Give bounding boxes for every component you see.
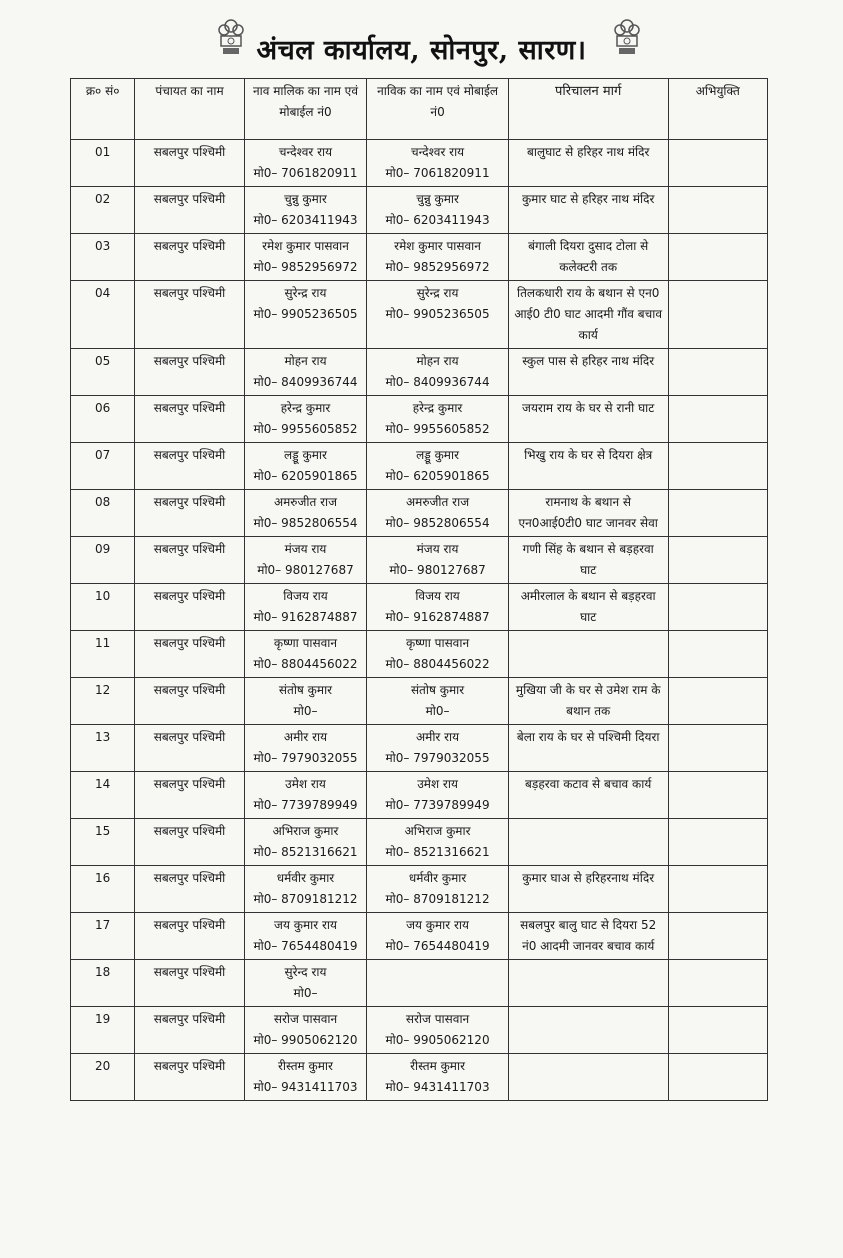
owner-mobile: मो0– 9852806554 (253, 516, 358, 530)
serial-number: 18 (94, 965, 111, 979)
route-text: बंगाली दियरा दुसाद टोला से कलेक्टरी तक (528, 239, 649, 274)
cell-panchayat (135, 960, 244, 1007)
cell-owner (244, 443, 367, 490)
table-row (71, 960, 768, 1007)
serial-number: 04 (94, 286, 111, 300)
cell-navik (367, 490, 509, 537)
cell-owner (244, 349, 367, 396)
navik-name: सुरेन्द्र राय (416, 286, 459, 300)
table-row (71, 537, 768, 584)
owner-name: सुरेन्द राय (284, 965, 327, 979)
cell-navik (367, 819, 509, 866)
cell-navik (367, 584, 509, 631)
owner-mobile: मो0– (293, 704, 318, 718)
cell-serial-number (71, 140, 135, 187)
cell-owner (244, 187, 367, 234)
table-row (71, 866, 768, 913)
cell-panchayat (135, 866, 244, 913)
cell-route (508, 490, 668, 537)
cell-remarks (668, 349, 767, 396)
owner-mobile: मो0– 9852956972 (253, 260, 358, 274)
serial-number: 13 (94, 730, 111, 744)
owner-mobile: मो0– 7061820911 (253, 166, 358, 180)
cell-owner (244, 1007, 367, 1054)
panchayat-name: सबलपुर पश्चिमी (153, 871, 226, 885)
route-text: सबलपुर बालु घाट से दियरा 52 नं0 आदमी जानवर बचाव कार्य (520, 918, 657, 953)
panchayat-name: सबलपुर पश्चिमी (153, 542, 226, 556)
navik-name: चन्देश्वर राय (410, 145, 465, 159)
cell-remarks (668, 187, 767, 234)
navik-mobile: मो0– 9431411703 (385, 1080, 490, 1094)
navik-name: रीस्तम कुमार (410, 1059, 466, 1073)
cell-panchayat (135, 772, 244, 819)
cell-owner (244, 631, 367, 678)
navik-name: अमीर राय (415, 730, 460, 744)
cell-navik (367, 140, 509, 187)
table-row (71, 1054, 768, 1101)
table-row (71, 396, 768, 443)
route-text: स्कुल पास से हरिहर नाथ मंदिर (522, 354, 655, 368)
navik-name: कृष्णा पासवान (405, 636, 470, 650)
cell-route (508, 772, 668, 819)
cell-navik (367, 772, 509, 819)
navik-mobile: मो0– 7739789949 (385, 798, 490, 812)
navik-mobile: मो0– (425, 704, 450, 718)
panchayat-name: सबलपुर पश्चिमी (153, 1012, 226, 1026)
route-text: बड़हरवा कटाव से बचाव कार्य (525, 777, 652, 791)
navik-mobile: मो0– 9955605852 (385, 422, 490, 436)
serial-number: 08 (94, 495, 111, 509)
owner-mobile: मो0– 8521316621 (253, 845, 358, 859)
navik-name: लड्डू कुमार (416, 448, 459, 462)
owner-mobile: मो0– 9431411703 (253, 1080, 358, 1094)
cell-panchayat (135, 1007, 244, 1054)
cell-panchayat (135, 1054, 244, 1101)
cell-serial-number (71, 234, 135, 281)
header-route: परिचालन मार्ग (508, 79, 668, 140)
cell-route (508, 443, 668, 490)
route-text: तिलकधारी राय के बथान से एन0 आई0 टी0 घाट आदमी गौंव बचाव कार्य (514, 286, 662, 342)
cell-remarks (668, 396, 767, 443)
serial-number: 12 (94, 683, 111, 697)
cell-route (508, 396, 668, 443)
panchayat-name: सबलपुर पश्चिमी (153, 777, 226, 791)
serial-number: 09 (94, 542, 111, 556)
owner-name: सुरेन्द्र राय (284, 286, 327, 300)
table-row (71, 140, 768, 187)
cell-panchayat (135, 281, 244, 349)
cell-navik (367, 234, 509, 281)
navik-mobile: मो0– 9852956972 (385, 260, 490, 274)
panchayat-name: सबलपुर पश्चिमी (153, 1059, 226, 1073)
cell-serial-number (71, 349, 135, 396)
panchayat-name: सबलपुर पश्चिमी (153, 448, 226, 462)
route-text: अमीरलाल के बथान से बड़हरवा घाट (520, 589, 656, 624)
panchayat-name: सबलपुर पश्चिमी (153, 965, 226, 979)
cell-navik (367, 960, 509, 1007)
owner-name: अभिराज कुमार (272, 824, 339, 838)
navik-name: मंजय राय (416, 542, 459, 556)
panchayat-name: सबलपुर पश्चिमी (153, 192, 226, 206)
cell-remarks (668, 281, 767, 349)
navik-mobile: मो0– 6205901865 (385, 469, 490, 483)
cell-serial-number (71, 537, 135, 584)
cell-remarks (668, 234, 767, 281)
cell-navik (367, 678, 509, 725)
navik-name: रमेश कुमार पासवान (394, 239, 481, 253)
table-row (71, 490, 768, 537)
cell-route (508, 1007, 668, 1054)
document-title: अंचल कार्यालय, सोनपुर, सारण। (256, 35, 587, 66)
navik-name: संतोष कुमार (410, 683, 465, 697)
cell-serial-number (71, 281, 135, 349)
route-text: कुमार घाट से हरिहर नाथ मंदिर (521, 192, 655, 206)
navik-mobile: मो0– 8521316621 (385, 845, 490, 859)
cell-remarks (668, 772, 767, 819)
cell-owner (244, 281, 367, 349)
route-text: बेला राय के घर से पश्चिमी दियरा (516, 730, 660, 744)
serial-number: 07 (94, 448, 111, 462)
cell-serial-number (71, 1007, 135, 1054)
route-text: जयराम राय के घर से रानी घाट (522, 401, 655, 415)
owner-mobile: मो0– 8804456022 (253, 657, 358, 671)
serial-number: 20 (94, 1059, 111, 1073)
cell-navik (367, 281, 509, 349)
cell-panchayat (135, 584, 244, 631)
header-navik: नाविक का नाम एवं मोबाईल नं0 (367, 79, 509, 140)
table-row (71, 725, 768, 772)
owner-mobile: मो0– 9905236505 (253, 307, 358, 321)
panchayat-name: सबलपुर पश्चिमी (153, 589, 226, 603)
cell-owner (244, 1054, 367, 1101)
cell-remarks (668, 678, 767, 725)
table-row (71, 913, 768, 960)
table-row (71, 678, 768, 725)
navik-mobile: मो0– 6203411943 (385, 213, 490, 227)
route-text: रामनाथ के बथान से एन0आई0टी0 घाट जानवर सेवा (518, 495, 658, 530)
owner-mobile: मो0– 9905062120 (253, 1033, 358, 1047)
cell-owner (244, 537, 367, 584)
cell-panchayat (135, 725, 244, 772)
serial-number: 19 (94, 1012, 111, 1026)
navik-name: अमरुजीत राज (406, 495, 470, 509)
owner-name: रीस्तम कुमार (278, 1059, 333, 1073)
cell-owner (244, 234, 367, 281)
navik-name: अभिराज कुमार (404, 824, 471, 838)
navik-mobile: मो0– 9852806554 (385, 516, 490, 530)
cell-route (508, 584, 668, 631)
cell-serial-number (71, 396, 135, 443)
owner-mobile: मो0– 6203411943 (253, 213, 358, 227)
table-row (71, 443, 768, 490)
table-row (71, 187, 768, 234)
navik-mobile: मो0– 7979032055 (385, 751, 490, 765)
owner-name: मंजय राय (284, 542, 327, 556)
cell-serial-number (71, 772, 135, 819)
owner-name: जय कुमार राय (274, 918, 337, 932)
panchayat-name: सबलपुर पश्चिमी (153, 354, 226, 368)
header-serial-number: क्र० सं० (71, 79, 135, 140)
cell-panchayat (135, 443, 244, 490)
cell-serial-number (71, 584, 135, 631)
cell-serial-number (71, 631, 135, 678)
table-row (71, 819, 768, 866)
cell-route (508, 537, 668, 584)
cell-owner (244, 140, 367, 187)
navik-name: धर्मवीर कुमार (408, 871, 467, 885)
cell-panchayat (135, 819, 244, 866)
cell-navik (367, 631, 509, 678)
cell-route (508, 678, 668, 725)
table-header-row (71, 79, 768, 140)
cell-route (508, 866, 668, 913)
table-row (71, 584, 768, 631)
cell-owner (244, 772, 367, 819)
owner-name: सरोज पासवान (273, 1012, 338, 1026)
cell-route (508, 631, 668, 678)
header-panchayat: पंचायत का नाम (135, 79, 244, 140)
cell-panchayat (135, 537, 244, 584)
ashoka-emblem-icon (610, 14, 644, 58)
owner-name: विजय राय (283, 589, 328, 603)
table-row (71, 631, 768, 678)
serial-number: 02 (94, 192, 111, 206)
route-text: कुमार घाअ से हरिहरनाथ मंदिर (522, 871, 655, 885)
owner-name: उमेश राय (285, 777, 326, 791)
serial-number: 16 (94, 871, 111, 885)
owner-name: धर्मवीर कुमार (276, 871, 335, 885)
route-text: बालुघाट से हरिहर नाथ मंदिर (527, 145, 650, 159)
serial-number: 03 (94, 239, 111, 253)
owner-mobile: मो0– 9162874887 (253, 610, 358, 624)
cell-remarks (668, 490, 767, 537)
navik-mobile: मो0– 8804456022 (385, 657, 490, 671)
cell-panchayat (135, 678, 244, 725)
cell-panchayat (135, 187, 244, 234)
cell-serial-number (71, 913, 135, 960)
header-remarks: अभियुक्ति (668, 79, 767, 140)
navik-name: सरोज पासवान (405, 1012, 470, 1026)
cell-owner (244, 725, 367, 772)
boat-register-table (70, 78, 768, 1101)
cell-navik (367, 725, 509, 772)
owner-name: मोहन राय (284, 354, 327, 368)
owner-mobile: मो0– 7979032055 (253, 751, 358, 765)
owner-name: रमेश कुमार पासवान (262, 239, 349, 253)
navik-mobile: मो0– 8409936744 (385, 375, 490, 389)
owner-name: चन्देश्वर राय (278, 145, 333, 159)
navik-name: मोहन राय (416, 354, 459, 368)
cell-owner (244, 866, 367, 913)
cell-navik (367, 443, 509, 490)
cell-navik (367, 349, 509, 396)
owner-name: चुन्नु कुमार (284, 192, 327, 206)
serial-number: 10 (94, 589, 111, 603)
document-header (0, 14, 843, 70)
table-row (71, 234, 768, 281)
owner-name: अमीर राय (283, 730, 328, 744)
cell-navik (367, 866, 509, 913)
cell-serial-number (71, 866, 135, 913)
cell-serial-number (71, 1054, 135, 1101)
panchayat-name: सबलपुर पश्चिमी (153, 495, 226, 509)
serial-number: 15 (94, 824, 111, 838)
owner-mobile: मो0– 9955605852 (253, 422, 358, 436)
navik-mobile: मो0– 9162874887 (385, 610, 490, 624)
owner-mobile: मो0– 8409936744 (253, 375, 358, 389)
owner-mobile: मो0– (293, 986, 318, 1000)
cell-serial-number (71, 443, 135, 490)
serial-number: 14 (94, 777, 111, 791)
cell-remarks (668, 819, 767, 866)
cell-navik (367, 537, 509, 584)
cell-remarks (668, 725, 767, 772)
table-row (71, 281, 768, 349)
serial-number: 06 (94, 401, 111, 415)
cell-owner (244, 396, 367, 443)
cell-route (508, 960, 668, 1007)
owner-name: हरेन्द्र कुमार (280, 401, 331, 415)
panchayat-name: सबलपुर पश्चिमी (153, 918, 226, 932)
cell-route (508, 140, 668, 187)
cell-owner (244, 678, 367, 725)
cell-route (508, 1054, 668, 1101)
panchayat-name: सबलपुर पश्चिमी (153, 145, 226, 159)
cell-remarks (668, 1007, 767, 1054)
cell-remarks (668, 140, 767, 187)
cell-route (508, 234, 668, 281)
cell-route (508, 187, 668, 234)
cell-navik (367, 1054, 509, 1101)
panchayat-name: सबलपुर पश्चिमी (153, 730, 226, 744)
cell-route (508, 349, 668, 396)
cell-route (508, 281, 668, 349)
panchayat-name: सबलपुर पश्चिमी (153, 286, 226, 300)
cell-serial-number (71, 678, 135, 725)
cell-panchayat (135, 140, 244, 187)
cell-panchayat (135, 490, 244, 537)
navik-mobile: मो0– 7654480419 (385, 939, 490, 953)
cell-owner (244, 913, 367, 960)
table-row (71, 349, 768, 396)
cell-owner (244, 584, 367, 631)
route-text: मुखिया जी के घर से उमेश राम के बथान तक (515, 683, 661, 718)
owner-mobile: मो0– 980127687 (257, 563, 354, 577)
cell-navik (367, 187, 509, 234)
cell-navik (367, 396, 509, 443)
serial-number: 05 (94, 354, 111, 368)
cell-serial-number (71, 960, 135, 1007)
panchayat-name: सबलपुर पश्चिमी (153, 824, 226, 838)
serial-number: 11 (94, 636, 111, 650)
owner-mobile: मो0– 8709181212 (253, 892, 358, 906)
cell-remarks (668, 960, 767, 1007)
panchayat-name: सबलपुर पश्चिमी (153, 683, 226, 697)
cell-navik (367, 913, 509, 960)
cell-owner (244, 819, 367, 866)
table-row (71, 1007, 768, 1054)
navik-mobile: मो0– 8709181212 (385, 892, 490, 906)
navik-mobile: मो0– 9905062120 (385, 1033, 490, 1047)
navik-name: जय कुमार राय (406, 918, 469, 932)
owner-mobile: मो0– 7739789949 (253, 798, 358, 812)
cell-remarks (668, 631, 767, 678)
navik-mobile: मो0– 980127687 (389, 563, 486, 577)
cell-owner (244, 960, 367, 1007)
cell-route (508, 819, 668, 866)
cell-serial-number (71, 819, 135, 866)
panchayat-name: सबलपुर पश्चिमी (153, 239, 226, 253)
cell-remarks (668, 584, 767, 631)
cell-route (508, 913, 668, 960)
panchayat-name: सबलपुर पश्चिमी (153, 636, 226, 650)
cell-owner (244, 490, 367, 537)
cell-serial-number (71, 490, 135, 537)
navik-mobile: मो0– 9905236505 (385, 307, 490, 321)
cell-panchayat (135, 349, 244, 396)
owner-name: कृष्णा पासवान (273, 636, 338, 650)
cell-serial-number (71, 187, 135, 234)
cell-panchayat (135, 631, 244, 678)
cell-remarks (668, 443, 767, 490)
owner-name: संतोष कुमार (278, 683, 333, 697)
owner-name: अमरुजीत राज (273, 495, 338, 509)
owner-mobile: मो0– 7654480419 (253, 939, 358, 953)
cell-remarks (668, 1054, 767, 1101)
table-row (71, 772, 768, 819)
navik-name: विजय राय (415, 589, 460, 603)
owner-name: लड्डू कुमार (284, 448, 327, 462)
cell-route (508, 725, 668, 772)
navik-name: उमेश राय (417, 777, 458, 791)
serial-number: 01 (94, 145, 111, 159)
cell-panchayat (135, 234, 244, 281)
navik-name: चुन्नु कुमार (416, 192, 459, 206)
cell-remarks (668, 537, 767, 584)
cell-remarks (668, 866, 767, 913)
panchayat-name: सबलपुर पश्चिमी (153, 401, 226, 415)
route-text: गणी सिंह के बथान से बड़हरवा घाट (522, 542, 654, 577)
table-body (71, 140, 768, 1101)
navik-mobile: मो0– 7061820911 (385, 166, 490, 180)
header-owner: नाव मालिक का नाम एवं मोबाईल नं0 (244, 79, 367, 140)
route-text: भिखु राय के घर से दियरा क्षेत्र (524, 448, 653, 462)
cell-panchayat (135, 396, 244, 443)
navik-name: हरेन्द्र कुमार (412, 401, 463, 415)
serial-number: 17 (94, 918, 111, 932)
cell-remarks (668, 913, 767, 960)
owner-mobile: मो0– 6205901865 (253, 469, 358, 483)
cell-navik (367, 1007, 509, 1054)
cell-panchayat (135, 913, 244, 960)
cell-serial-number (71, 725, 135, 772)
